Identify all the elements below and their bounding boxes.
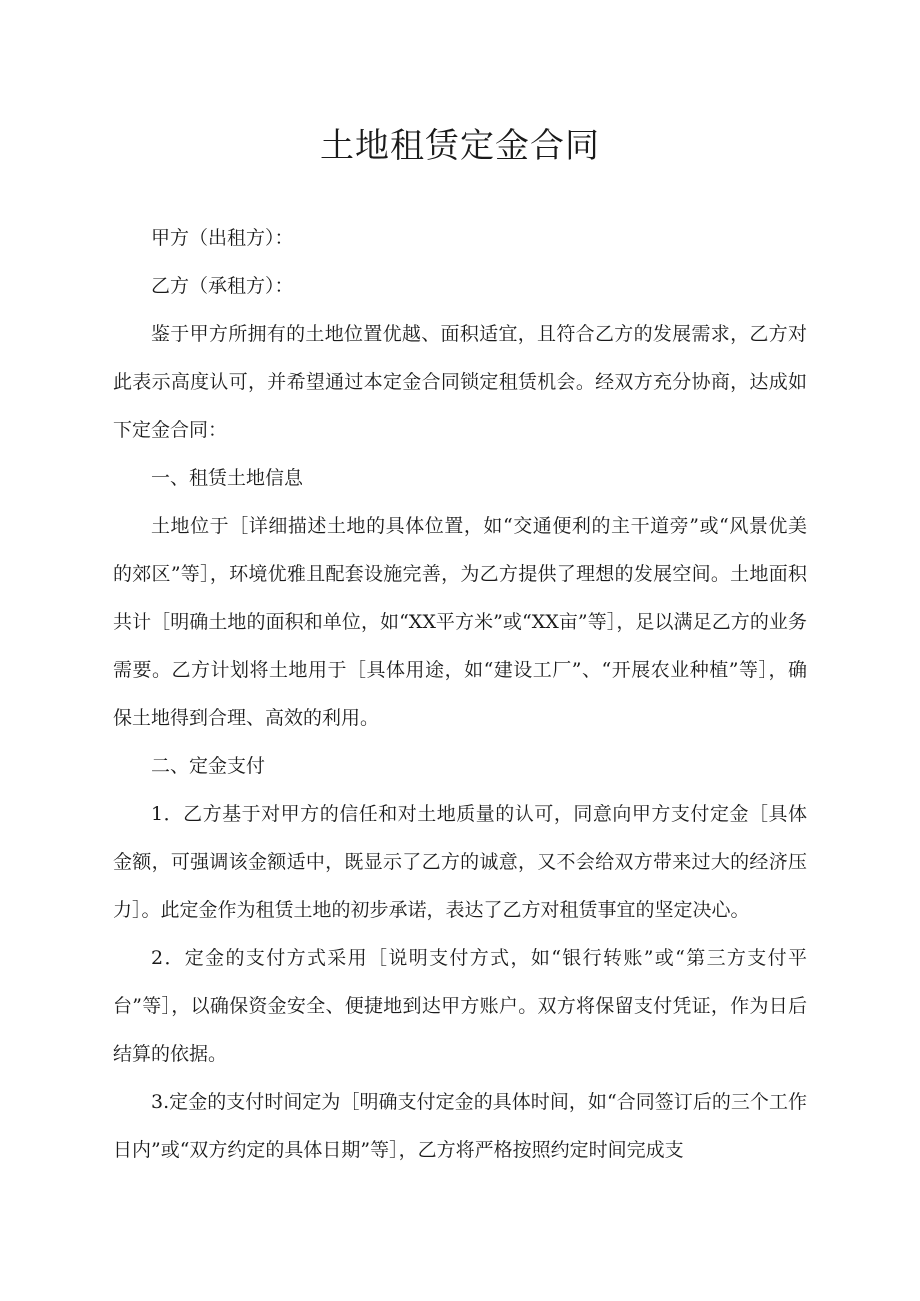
document-title: 土地租赁定金合同 — [320, 126, 600, 166]
preamble-paragraph: 鉴于甲方所拥有的土地位置优越、面积适宜，且符合乙方的发展需求，乙方对此表示高度认可，并希望通过本定金合同锁定租赁机会。经双方充分协商，达成如下定金合同： — [113, 323, 807, 441]
party-a-line: 甲方（出租方）： — [151, 227, 294, 249]
deposit-clause-2: 2．定金的支付方式采用［说明支付方式，如“银行转账”或“第三方支付平台”等］，以确保资金安全、便捷地到达甲方账户。双方将保留支付凭证，作为日后结算的依据。 — [113, 947, 807, 1065]
section-heading-land-info: 一、租赁土地信息 — [151, 467, 304, 489]
land-info-paragraph: 土地位于［详细描述土地的具体位置，如“交通便利的主干道旁”或“风景优美的郊区”等］，环境优雅且配套设施完善，为乙方提供了理想的发展空间。土地面积共计［明确土地的面积和单位，如“XX平方米”或“XX亩”等］，足以满足乙方的业务需要。乙方计划将土地用于［具体用途，如“建设工厂”、“开展农业种植”等］，确保土地得到合理、高效的利用。 — [113, 515, 807, 729]
deposit-clause-1: 1．乙方基于对甲方的信任和对土地质量的认可，同意向甲方支付定金［具体金额，可强调该金额适中，既显示了乙方的诚意，又不会给双方带来过大的经济压力］。此定金作为租赁土地的初步承诺，表达了乙方对租赁事宜的坚定决心。 — [113, 803, 807, 921]
document-body — [113, 214, 807, 1174]
party-b-line: 乙方（承租方）： — [151, 275, 294, 297]
section-heading-deposit-payment: 二、定金支付 — [151, 755, 266, 777]
deposit-clause-3: 3.定金的支付时间定为［明确支付定金的具体时间，如“合同签订后的三个工作日内”或“双方约定的具体日期”等］，乙方将严格按照约定时间完成支 — [113, 1091, 807, 1161]
